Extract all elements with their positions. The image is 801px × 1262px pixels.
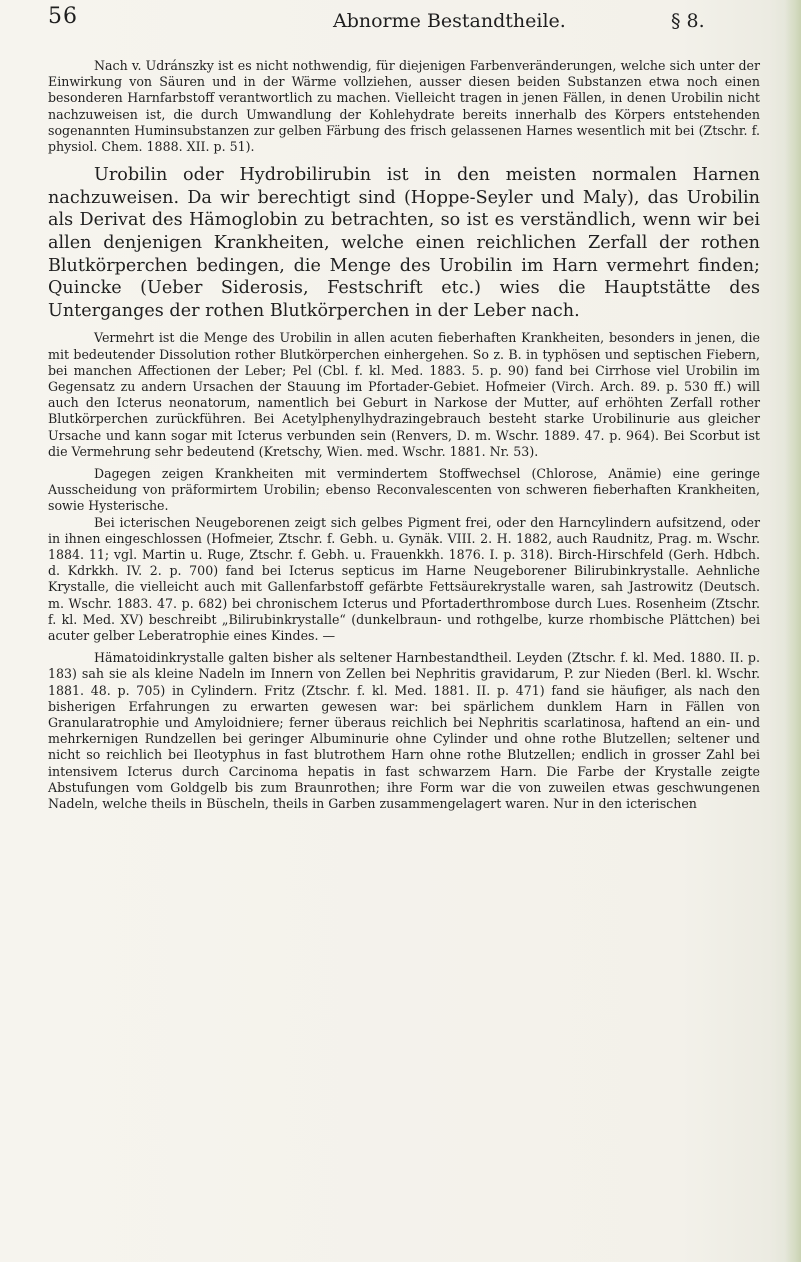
page-header <box>48 4 748 34</box>
page-number: 56 <box>48 4 78 29</box>
paragraph-udranszky: Nach v. Udránszky ist es nicht nothwendig, für diejenigen Farbenveränderungen, welche sich unter der Einwirkung von Säuren und in der Wärme vollziehen, ausser diesen beiden Substanzen etwa noch einen besonderen Harnfarbstoff verantwortlich zu machen. Vielleicht tragen in jenen Fällen, in denen Urobilin nicht nachzuweisen ist, die durch Umwandlung der Kohlehydrate bereits innerhalb des Körpers entstehenden sogenannten Huminsubstanzen zur gelben Färbung des frisch gelassenen Harnes wesentlich mit bei (Ztschr. f. physiol. Chem. 1888. XII. p. 51). <box>48 58 760 155</box>
page-body <box>48 58 760 812</box>
paragraph-haematoidinkrystalle: Hämatoidinkrystalle galten bisher als seltener Harnbestandtheil. Leyden (Ztschr. f. kl. Med. 1880. II. p. 183) sah sie als kleine Nadeln im Innern von Zellen bei Nephritis gravidarum, P. zur Nieden (Berl. kl. Wschr. 1881. 48. p. 705) in Cylindern. Fritz (Ztschr. f. kl. Med. 1881. II. p. 471) fand sie häufiger, als nach den bisherigen Erfahrungen zu erwarten gewesen war: bei spärlichem dunklem Harn in Fällen von Granularatrophie und Amyloidniere; ferner überaus reichlich bei Nephritis scarlatinosa, haftend an ein- und mehrkernigen Rundzellen bei geringer Albuminurie ohne Cylinder und ohne rothe Blutzellen; seltener und nicht so reichlich bei Ileotyphus in fast blutrothem Harn ohne rothe Blutzellen; endlich in grosser Zahl bei intensivem Icterus durch Carcinoma hepatis in fast schwarzem Harn. Die Farbe der Krystalle zeigte Abstufungen vom Goldgelb bis zum Braunrothen; ihre Form war die von zuweilen etwas geschwungenen Nadeln, welche theils in Büscheln, theils in Garben zusammengelagert waren. Nur in den icterischen <box>48 650 760 812</box>
paragraph-dagegen: Dagegen zeigen Krankheiten mit vermindertem Stoffwechsel (Chlorose, Anämie) eine geringe Ausscheidung von präformirtem Urobilin; ebenso Reconvalescenten von schweren fieberhaften Krankheiten, sowie Hysterische. <box>48 466 760 514</box>
running-head: Abnorme Bestandtheile. <box>333 10 566 32</box>
section-number: § 8. <box>671 10 705 32</box>
page-edge-shadow <box>785 0 801 1262</box>
paragraph-icterische-neugeborene: Bei icterischen Neugeborenen zeigt sich gelbes Pigment frei, oder den Harncylindern aufsitzend, oder in ihnen eingeschlossen (Hofmeier, Ztschr. f. Gebh. u. Gynäk. VIII. 2. H. 1882, auch Raudnitz, Prag. m. Wschr. 1884. 11; vgl. Martin u. Ruge, Ztschr. f. Gebh. u. Frauenkkh. 1876. I. p. 318). Birch-Hirschfeld (Gerh. Hdbch. d. Kdrkkh. IV. 2. p. 700) fand bei Icterus septicus im Harne Neugeborener Bilirubinkrystalle. Aehnliche Krystalle, die vielleicht auch mit Gallenfarbstoff gefärbte Fettsäurekrystalle waren, sah Jastrowitz (Deutsch. m. Wschr. 1883. 47. p. 682) bei chronischem Icterus und Pfortaderthrombose durch Lues. Rosenheim (Ztschr. f. kl. Med. XV) beschreibt „Bilirubinkrystalle“ (dunkelbraun- und rothgelbe, kurze rhombische Plättchen) bei acuter gelber Leberatrophie eines Kindes. — <box>48 514 760 644</box>
paragraph-vermehrt: Vermehrt ist die Menge des Urobilin in allen acuten fieberhaften Krankheiten, besonders in jenen, die mit bedeutender Dissolution rother Blutkörperchen einhergehen. So z. B. in typhösen und septischen Fiebern, bei manchen Affectionen der Leber; Pel (Cbl. f. kl. Med. 1883. 5. p. 90) fand bei Cirrhose viel Urobilin im Gegensatz zu andern Ursachen der Stauung im Pfortader-Gebiet. Hofmeier (Virch. Arch. 89. p. 530 ff.) will auch den Icterus neonatorum, namentlich bei Geburt in Narkose der Mutter, auf erhöhten Zerfall rother Blutkörperchen zurückführen. Bei Acetylphenylhydrazingebrauch besteht starke Urobilinurie aus gleicher Ursache und kann sogar mit Icterus verbunden sein (Renvers, D. m. Wschr. 1889. 47. p. 964). Bei Scorbut ist die Vermehrung sehr bedeutend (Kretschy, Wien. med. Wschr. 1881. Nr. 53). <box>48 330 760 459</box>
paragraph-urobilin: Urobilin oder Hydrobilirubin ist in den meisten normalen Harnen nachzuweisen. Da wir berechtigt sind (Hoppe-Seyler und Maly), das Urobilin als Derivat des Hämoglobin zu betrachten, so ist es verständlich, wenn wir bei allen denjenigen Krankheiten, welche einen reichlichen Zerfall der rothen Blutkörperchen bedingen, die Menge des Urobilin im Harn vermehrt finden; Quincke (Ueber Siderosis, Festschrift etc.) wies die Hauptstätte des Unterganges der rothen Blutkörperchen in der Leber nach. <box>48 165 760 321</box>
